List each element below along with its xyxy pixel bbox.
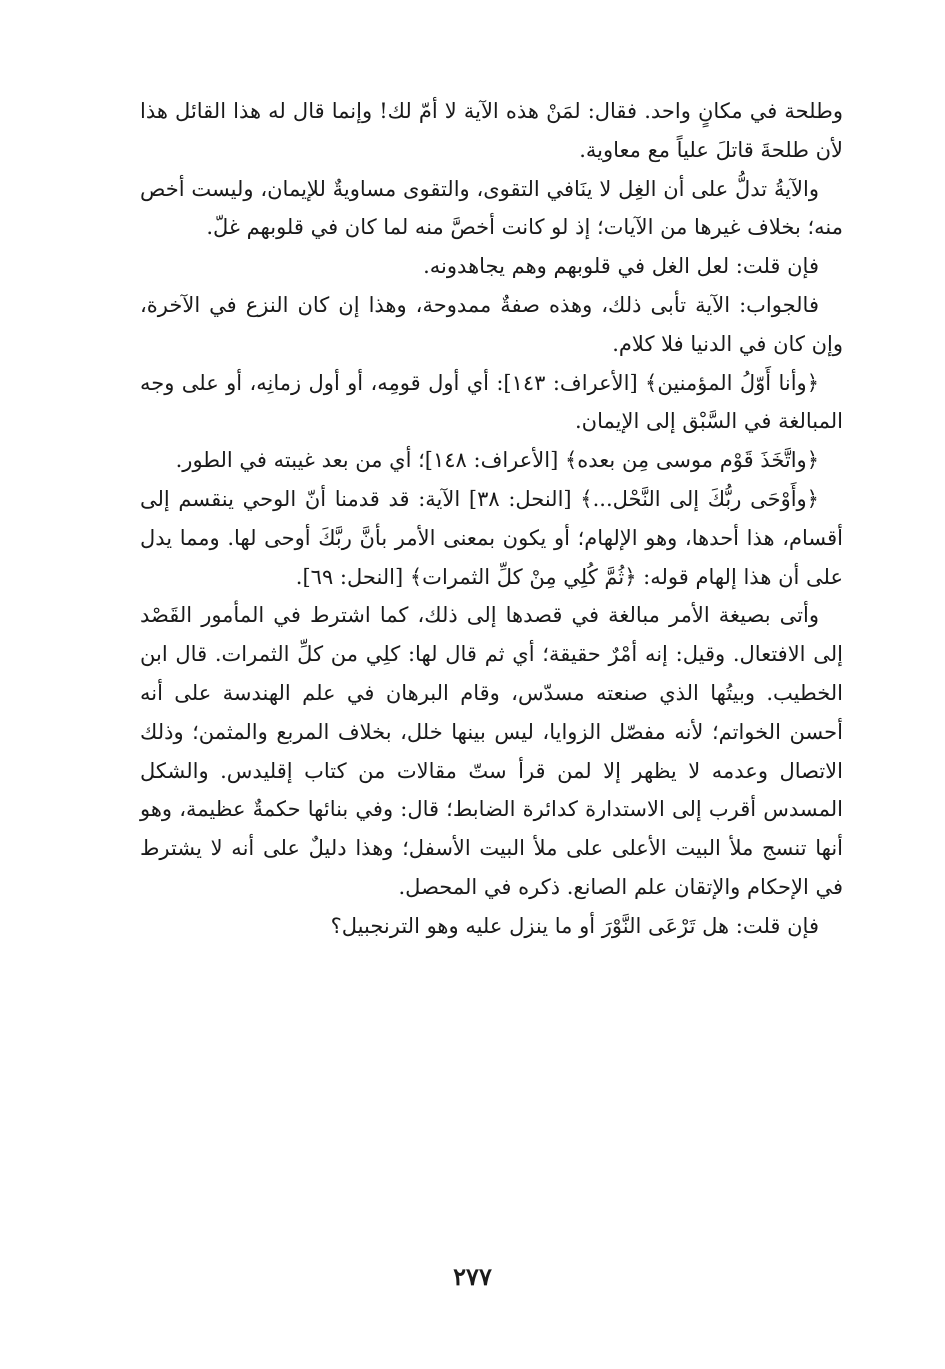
paragraph-9: فإن قلت: هل تَرْعَى النَّوْرَ أو ما ينزل عليه وهو الترنجبيل؟ — [330, 913, 819, 938]
paragraph-5: ﴿وأنا أَوّلُ المؤمنين﴾ [الأعراف: ١٤٣]: أي أول قومِه، أو أول زمانِه، أو على وجه المبالغة في السَّبْق إلى الإيمان. — [140, 370, 843, 434]
paragraph-8: وأتى بصيغة الأمر مبالغة في قصدها إلى ذلك، كما اشترط في المأمور القَصْد إلى الافتعال. وقيل: إنه أمْرٌ حقيقة؛ أي ثم قال لها: كلِي من كلِّ الثمرات. قال ابن الخطيب. وبيتُها الذي صنعته مسدّس، وقام البرهان في علم الهندسة على أنه أحسن الخواتم؛ لأنه مفصّل الزوايا، ليس بينها خلل، بخلاف المربع والمثمن؛ وذلك الاتصال وعدمه لا يظهر إلا لمن قرأ ستّ مقالات من كتاب إقليدس. والشكل المسدس أقرب إلى الاستدارة كدائرة الضابط؛ قال: وفي بنائها حكمةٌ عظيمة، وهو أنها تنسج ملأ البيت الأعلى على ملأ البيت الأسفل؛ وهذا دليلٌ على أنه لا يشترط في الإحكام والإتقان علم الصانع. ذكره في المحصل. — [140, 603, 843, 899]
body-text — [140, 92, 843, 946]
page-number: ٢٧٧ — [453, 1262, 492, 1291]
paragraph-3: فإن قلت: لعل الغل في قلوبهم وهم يجاهدونه. — [423, 254, 819, 279]
paragraph-7: ﴿وأَوْحَى ربُّكَ إلى النَّحْل...﴾ [النحل: ٣٨] الآية: قد قدمنا أنّ الوحي ينقسم إلى أقسام، هذا أحدها، وهو الإلهام؛ أو يكون بمعنى الأمر بأنَّ ربَّكَ أوحى لها. ومما يدل على أن هذا إلهام قوله: ﴿ثُمَّ كُلِي مِنْ كلِّ الثمرات﴾ [النحل: ٦٩]. — [140, 486, 843, 589]
paragraph-4: فالجواب: الآية تأبى ذلك، وهذه صفةٌ ممدوحة، وهذا إن كان النزع في الآخرة، وإن كان في الدنيا فلا كلام. — [140, 292, 843, 356]
paragraph-2: والآيةُ تدلُّ على أن الغِل لا ينَافي التقوى، والتقوى مساويةٌ للإيمان، وليست أخص منه؛ بخلاف غيرها من الآيات؛ إذ لو كانت أخصَّ منه لما كان في قلوبهم غلّ. — [140, 176, 843, 240]
paragraph-6: ﴿واتَّخَذَ قَوْم موسى مِن بعده﴾ [الأعراف: ١٤٨]؛ أي من بعد غيبته في الطور. — [175, 448, 819, 473]
paragraph-1: وطلحة في مكانٍ واحد. فقال: لمَنْ هذه الآية لا أمّ لك! وإنما قال له هذا القائل هذا لأن طلحةَ قاتلَ علياً مع معاوية. — [140, 99, 843, 162]
